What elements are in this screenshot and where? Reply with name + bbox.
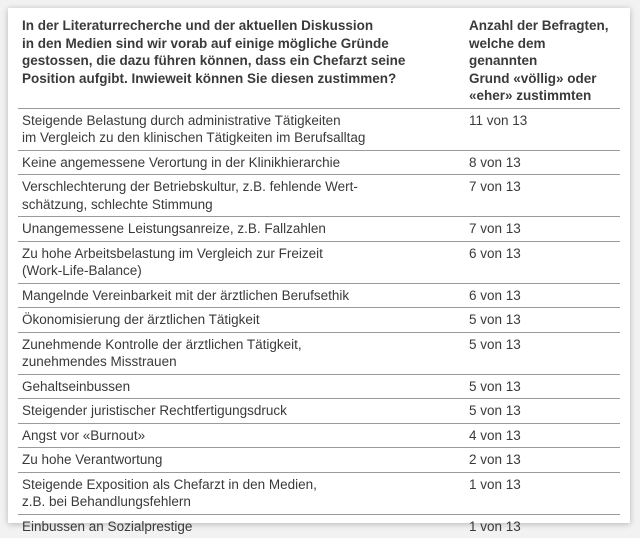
reason-cell: Steigende Belastung durch administrative Tätigkeiten im Vergleich zu den klinischen Tätigkeiten im Berufsalltag — [18, 108, 459, 150]
reason-cell: Zu hohe Verantwortung — [18, 448, 459, 473]
table-row — [18, 472, 620, 514]
table-body — [18, 108, 620, 538]
reason-cell: Keine angemessene Verortung in der Klinikhierarchie — [18, 150, 459, 175]
reason-cell: Einbussen an Sozialprestige — [22, 518, 193, 534]
count-cell: 5 von 13 — [459, 374, 620, 399]
table-header-row — [18, 14, 620, 108]
header-count: Anzahl der Befragten, welche dem genannten Grund «völlig» oder «eher» zustimmten — [459, 14, 620, 108]
count-cell: 7 von 13 — [459, 175, 620, 217]
count-cell: 6 von 13 — [459, 241, 620, 283]
count-cell: 5 von 13 — [459, 308, 620, 333]
survey-table-card — [8, 8, 630, 534]
reason-cell: Ökonomisierung der ärztlichen Tätigkeit — [18, 308, 459, 333]
reason-cell: Verschlechterung der Betriebskultur, z.B. fehlende Wert- schätzung, schlechte Stimmung — [18, 175, 459, 217]
table-row — [18, 332, 620, 374]
reason-cell: Unangemessene Leistungsanreize, z.B. Fallzahlen — [18, 217, 459, 242]
table-row — [18, 399, 620, 424]
table-row — [18, 108, 620, 150]
reason-cell: Gehaltseinbussen — [18, 374, 459, 399]
count-cell: 5 von 13 — [459, 332, 620, 374]
table-row — [18, 423, 620, 448]
table-row — [18, 283, 620, 308]
count-cell: 1 von 13 — [469, 518, 521, 534]
table-row — [18, 150, 620, 175]
count-cell: 8 von 13 — [459, 150, 620, 175]
table-row — [18, 448, 620, 473]
reason-cell: Zu hohe Arbeitsbelastung im Vergleich zur Freizeit (Work-Life-Balance) — [18, 241, 459, 283]
count-cell: 4 von 13 — [459, 423, 620, 448]
survey-table — [18, 14, 620, 538]
count-cell: 1 von 13 — [459, 472, 620, 514]
header-question: In der Literaturrecherche und der aktuellen Diskussion in den Medien sind wir vorab auf einige mögliche Gründe gestossen, die dazu führen können, dass ein Chefarzt seine Position aufgibt. Inwieweit können Sie diesen zustimmen? — [18, 14, 459, 108]
count-cell: 7 von 13 — [459, 217, 620, 242]
reason-cell: Mangelnde Vereinbarkeit mit der ärztlichen Berufsethik — [18, 283, 459, 308]
reason-cell: Zunehmende Kontrolle der ärztlichen Tätigkeit, zunehmendes Misstrauen — [18, 332, 459, 374]
count-cell: 6 von 13 — [459, 283, 620, 308]
table-row — [18, 374, 620, 399]
count-cell: 11 von 13 — [459, 108, 620, 150]
table-row — [18, 241, 620, 283]
count-cell: 2 von 13 — [459, 448, 620, 473]
count-cell: 5 von 13 — [459, 399, 620, 424]
reason-cell: Angst vor «Burnout» — [18, 423, 459, 448]
table-row — [18, 514, 620, 538]
table-row — [18, 308, 620, 333]
reason-cell: Steigende Exposition als Chefarzt in den Medien, z.B. bei Behandlungsfehlern — [18, 472, 459, 514]
reason-cell: Steigender juristischer Rechtfertigungsdruck — [18, 399, 459, 424]
table-row — [18, 217, 620, 242]
table-row — [18, 175, 620, 217]
